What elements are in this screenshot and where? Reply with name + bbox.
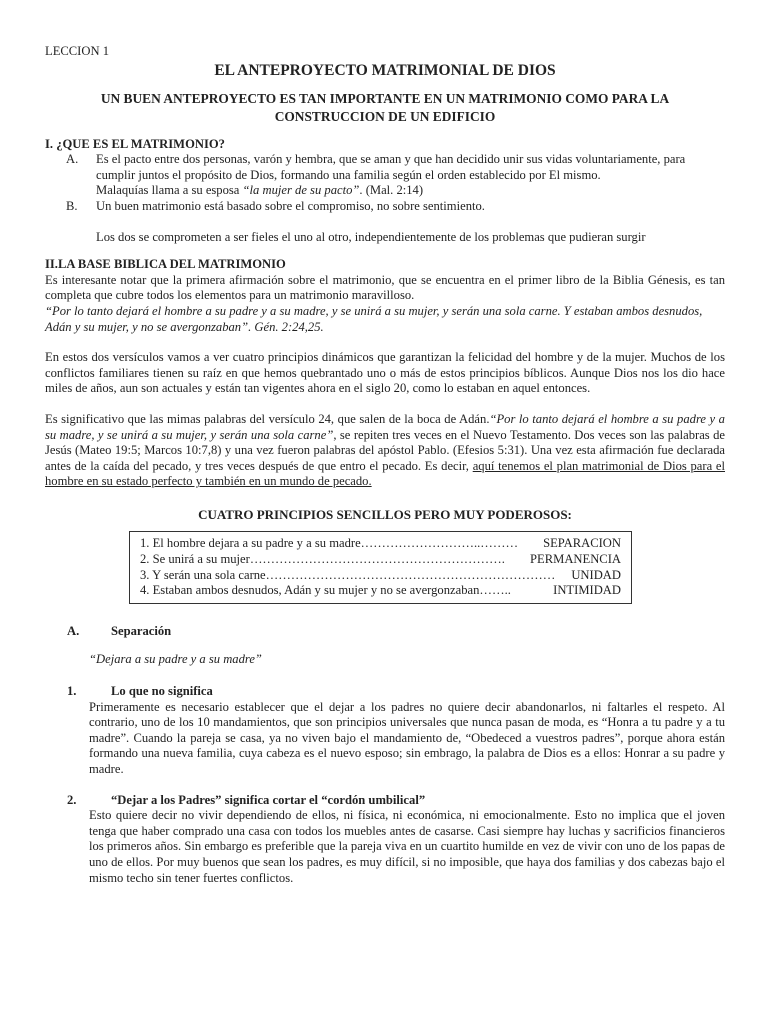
page-subtitle: UN BUEN ANTEPROYECTO ES TAN IMPORTANTE EN UN MATRIMONIO COMO PARA LA CONSTRUCCION DE UN EDIFICIO (100, 90, 670, 124)
section-a-quote: “Dejara a su padre y a su madre” (89, 652, 262, 667)
section-1-item-a (45, 152, 725, 199)
item-1-heading: 1. Lo que no significa (67, 684, 213, 699)
principle-row: 1. El hombre dejara a su padre y a su madre………………………..……… SEPARACION (140, 536, 621, 551)
page-title: EL ANTEPROYECTO MATRIMONIAL DE DIOS (214, 61, 556, 79)
principle-row: 4. Estaban ambos desnudos, Adán y su mujer y no se avergonzaban…….. INTIMIDAD (140, 583, 621, 598)
item-1-text: Primeramente es necesario establecer que el dejar a los padres no quiere decir abandonarlos, ni faltarles el respeto. Al contrario, uno de los 10 mandamientos, que son principios universales que nunca pasan de moda, es “Honra a tu padre y a tu madre”. Cuando la pareja se casa, ya no viven bajo el mandamiento de, “Obedeced a vuestros padres”, porque ahora están formando una nueva familia, cuya cabeza es el nuevo esposo; sin embrago, la palabra de Dios es a ellos: Honrar a su padre y madre. (89, 699, 725, 776)
item-b-text: Un buen matrimonio está basado sobre el compromiso, no sobre sentimiento. (96, 198, 485, 213)
item-a-text: Es el pacto entre dos personas, varón y hembra, que se aman y que han decidido unir sus vidas voluntariamente, para cumplir juntos el propósito de Dios, formando una familia según el orden establecido por El mismo. (96, 152, 686, 182)
document-page (45, 44, 725, 886)
section-2-heading: II.LA BASE BIBLICA DEL MATRIMONIO (45, 257, 286, 272)
section-1-heading: I. ¿QUE ES EL MATRIMONIO? (45, 136, 225, 151)
principles-box (129, 531, 632, 603)
section-2-paragraph-3: Es significativo que las mimas palabras del versículo 24, que salen de la boca de Adán.“Por lo tanto dejará el hombre a su padre y a su madre, y se unirá a su mujer, y serán una sola carne”, se repiten tres veces en el Nuevo Testamento. Dos veces son las palabras de Jesús (Mateo 19:5; Marcos 10:7,8) y una vez fueron palabras del apóstol Pablo. (Efesios 5:31). Una vez esta afirmación fue declarada antes de la caída del pecado, y tres veces después de que entro el pecado. Es decir, aquí tenemos el plan matrimonial de Dios para el hombre en su estado perfecto y también en un mundo de pecado. (45, 411, 726, 489)
lesson-label: LECCION 1 (45, 44, 110, 58)
item-a-reference: Malaquías llama a su esposa “la mujer de su pacto”. (Mal. 2:14) (96, 183, 424, 198)
section-2-quote: “Por lo tanto dejará el hombre a su padre y a su madre, y se unirá a su mujer, y serán una sola carne. Y estaban ambos desnudos, Adán y su mujer, y no se avergonzaban”. Gén. 2:24,25. (45, 303, 703, 334)
item-b-marker: B. (66, 198, 78, 213)
section-2-paragraph-1: Es interesante notar que la primera afirmación sobre el matrimonio, que se encuentra en el primer libro de la Biblia Génesis, es tan completa que cubre todos los elementos para un matrimonio maravilloso. (45, 272, 725, 303)
section-2-paragraph-2: En estos dos versículos vamos a ver cuatro principios dinámicos que garantizan la felicidad del hombre y de la mujer. Muchos de los conflictos familiares tienen su raíz en que hemos quebrantado uno o más de estos principios bíblicos. Aunque Dios nos los dio hace miles de años, aun son actuales y están tan vigentes ahora en el siglo 20, como lo estaban en aquel entonces. (45, 350, 725, 396)
item-2-heading: 2. “Dejar a los Padres” significa cortar el “cordón umbilical” (67, 792, 426, 807)
principles-heading: CUATRO PRINCIPIOS SENCILLOS PERO MUY PODEROSOS: (198, 506, 572, 522)
principle-row: 3. Y serán una sola carne…………………………………………………………… UNIDAD (140, 567, 621, 582)
principle-row: 2. Se unirá a su mujer……………………………………………………. PERMANENCIA (140, 552, 621, 567)
section-a-heading: A. Separación (67, 623, 172, 638)
item-a-marker: A. (66, 152, 79, 167)
section-1-item-b (45, 199, 725, 245)
item-b-extra: Los dos se comprometen a ser fieles el uno al otro, independientemente de los problemas que pudieran surgir (96, 229, 646, 244)
item-2-text: Esto quiere decir no vivir dependiendo de ellos, ni física, ni económica, ni emocionalmente. Esto no implica que el joven tenga que haber comprado una casa con todos los muebles antes de casarse. Casi siempre hay luchas y sacrificios financieros los primeros años. Sin embargo es preferible que la pareja viva en un cuartito humilde en vez de vivir con uno de los papas de uno de ellos. Por muy buenos que sean los padres, es muy difícil, si no imposible, que haya dos familias y dos cabezas bajo el mismo techo sin tener fuertes conflictos. (89, 808, 725, 885)
